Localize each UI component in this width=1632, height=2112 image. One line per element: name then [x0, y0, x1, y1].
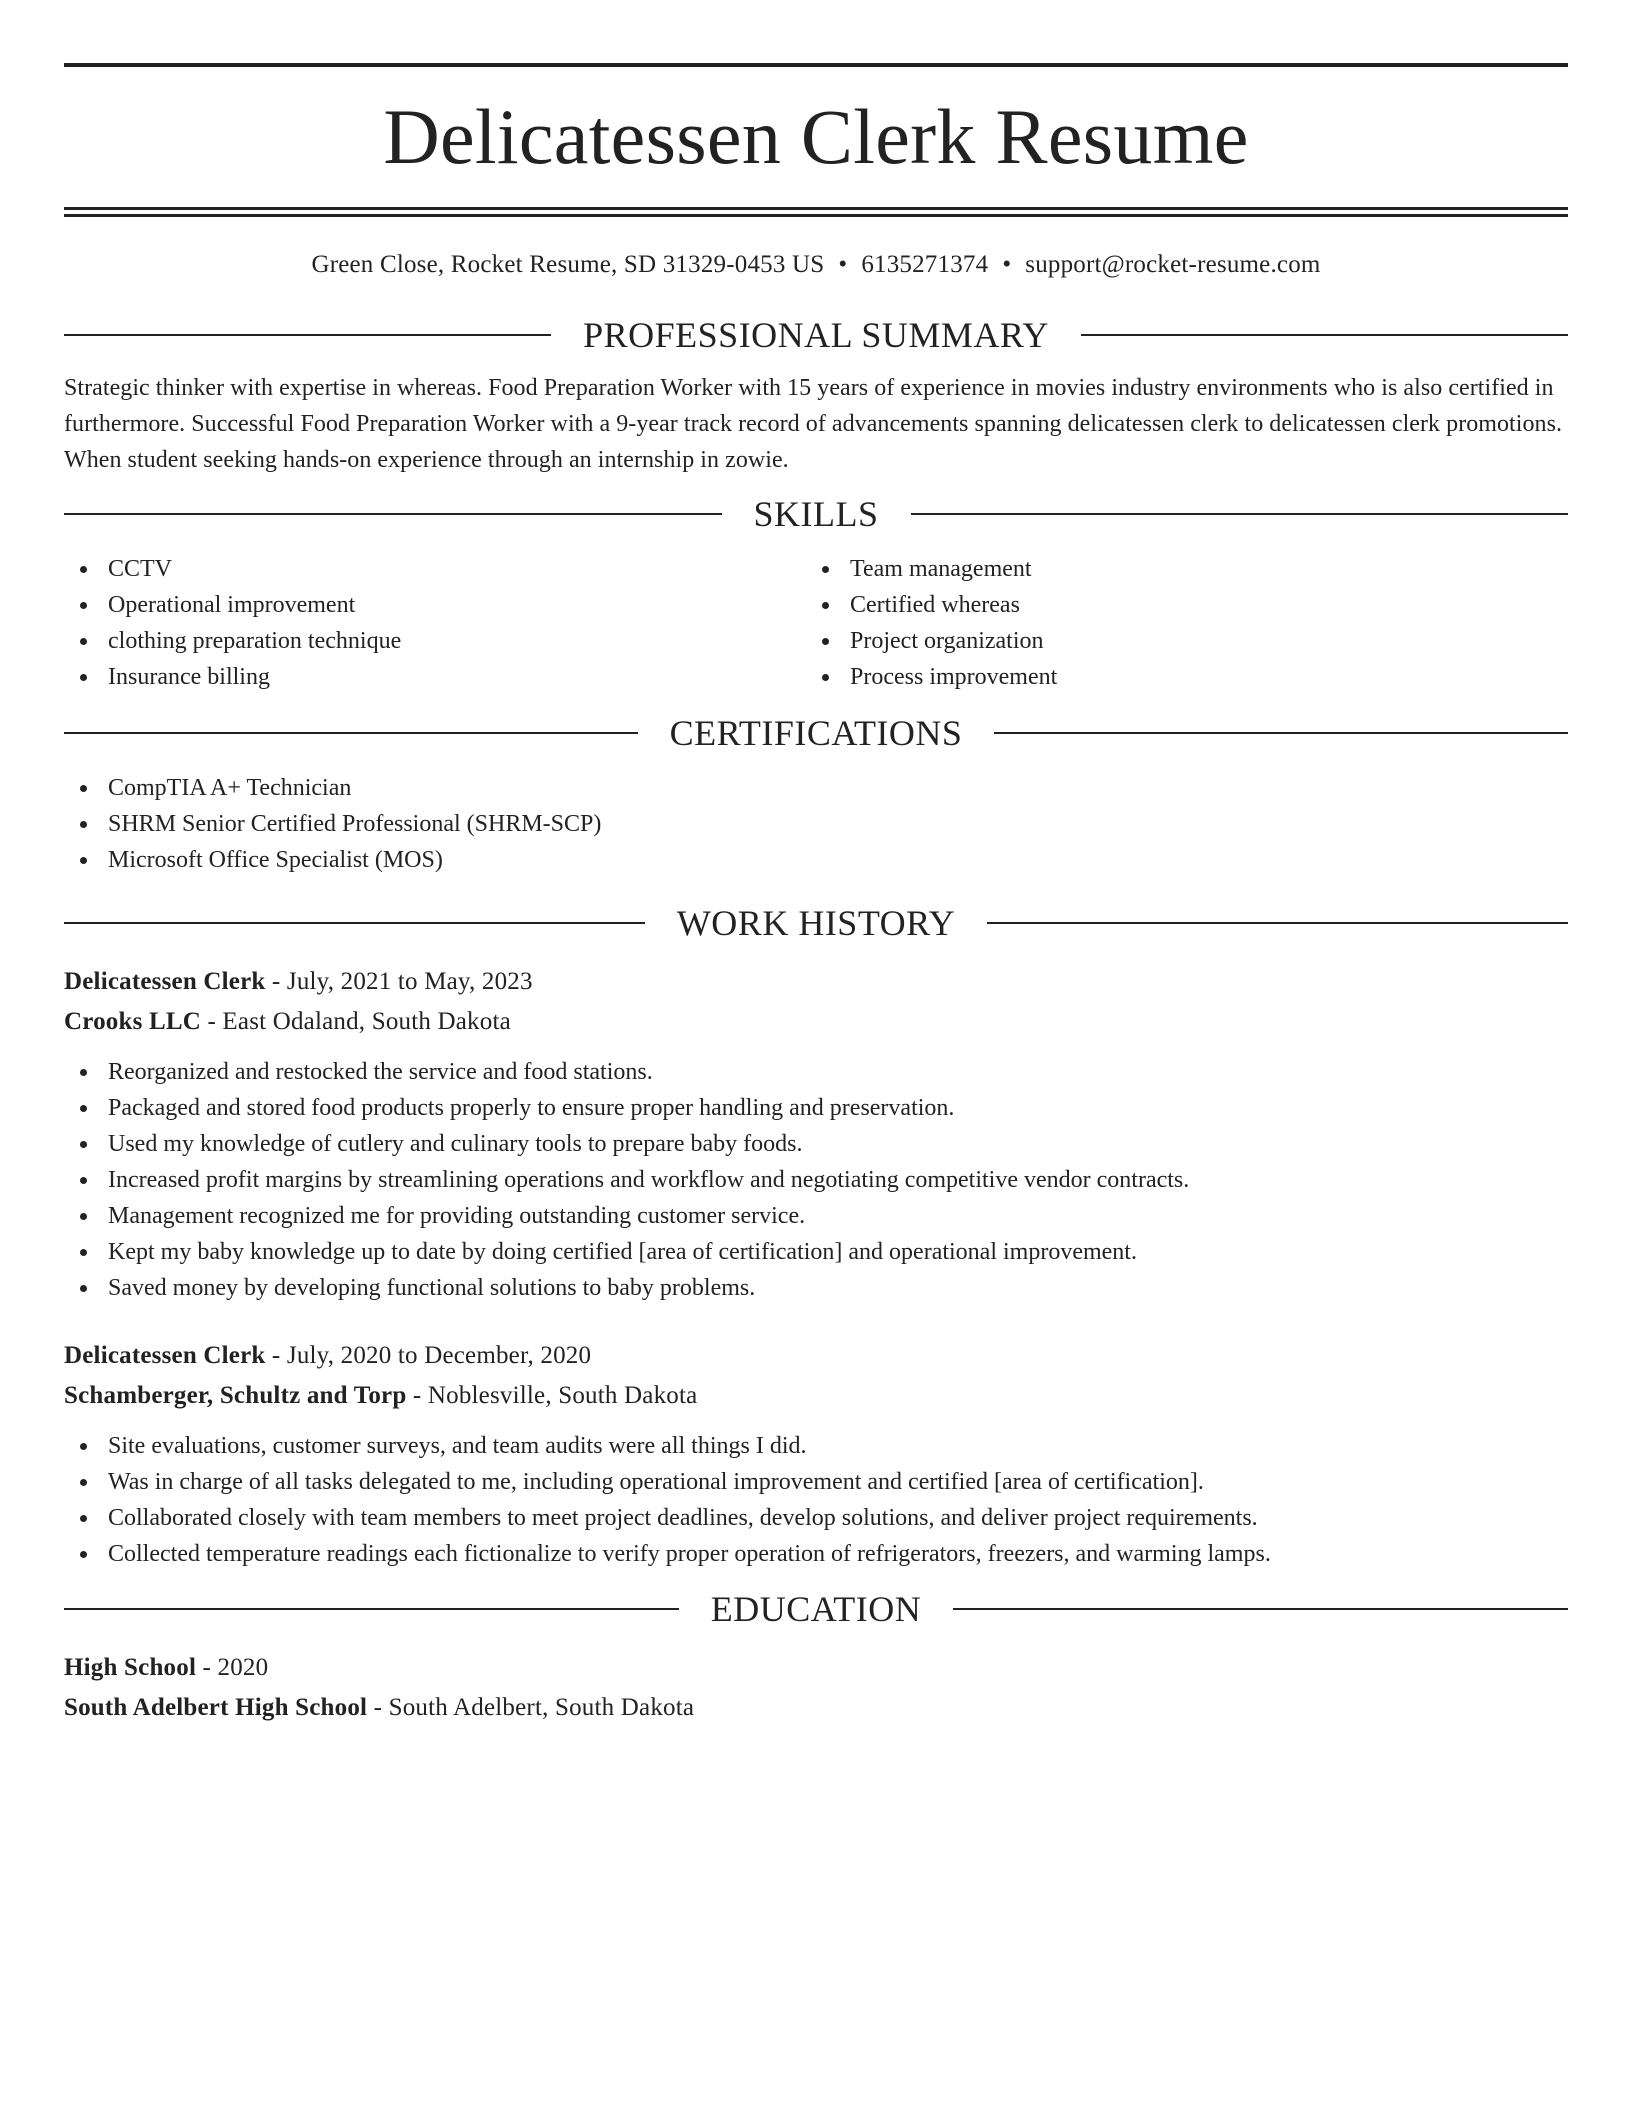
duty-item: Reorganized and restocked the service and food stations.: [64, 1054, 1568, 1090]
duty-item: Site evaluations, customer surveys, and team audits were all things I did.: [64, 1428, 1568, 1464]
resume-title: Delicatessen Clerk Resume: [383, 93, 1249, 180]
job-title: Delicatessen Clerk: [64, 1342, 266, 1369]
heading-rule-left: [64, 732, 638, 734]
education-year: - 2020: [196, 1654, 269, 1681]
section-title: EDUCATION: [710, 1589, 922, 1629]
contact-line: [64, 249, 1568, 281]
heading-rule-right: [987, 922, 1568, 924]
duty-item: Collected temperature readings each fictionalize to verify proper operation of refrigerators, freezers, and warming lamps.: [64, 1536, 1568, 1572]
skills-list: [64, 551, 1568, 695]
heading-rule-right: [911, 513, 1569, 515]
heading-rule-right: [994, 732, 1568, 734]
summary-text: Strategic thinker with expertise in whereas. Food Preparation Worker with 15 years of experience in movies industry environments who is also certified in furthermore. Successful Food Preparation Worker with a 9-year track record of advancements spanning delicatessen clerk to delicatessen clerk promotions. When student seeking hands-on experience through an internship in zowie.: [64, 375, 1563, 473]
contact-separator: •: [838, 251, 848, 278]
section-heading-work-history: [64, 898, 1568, 948]
skill-item: Project organization: [806, 623, 1548, 659]
skill-item: Team management: [806, 551, 1548, 587]
job-entry: [64, 1336, 1568, 1572]
job-title-line: [64, 1336, 1568, 1376]
duty-item: Increased profit margins by streamlining operations and workflow and negotiating competitive vendor contracts.: [64, 1162, 1568, 1198]
job-dates: - July, 2021 to May, 2023: [265, 968, 533, 995]
duty-item: Management recognized me for providing outstanding customer service.: [64, 1198, 1568, 1234]
skills-column-right: [806, 551, 1548, 695]
job-company: Schamberger, Schultz and Torp: [64, 1382, 407, 1409]
section-heading-summary: [64, 310, 1568, 360]
section-title: WORK HISTORY: [676, 903, 956, 943]
section-title: CERTIFICATIONS: [669, 713, 963, 753]
skill-item: Insurance billing: [64, 659, 806, 695]
duty-item: Saved money by developing functional solutions to baby problems.: [64, 1270, 1568, 1306]
header-double-rule: [64, 207, 1568, 217]
education-school-line: [64, 1688, 1568, 1728]
education-school: South Adelbert High School: [64, 1694, 368, 1721]
duty-item: Collaborated closely with team members to meet project deadlines, develop solutions, and deliver project requirements.: [64, 1500, 1568, 1536]
education-location: - South Adelbert, South Dakota: [367, 1694, 695, 1721]
job-title-line: [64, 962, 1568, 1002]
job-duties-list: [64, 1428, 1568, 1572]
contact-separator: •: [1002, 251, 1012, 278]
contact-email[interactable]: support@rocket-resume.com: [1025, 251, 1321, 278]
skills-column-left: [64, 551, 806, 695]
skill-item: clothing preparation technique: [64, 623, 806, 659]
duty-item: Kept my baby knowledge up to date by doing certified [area of certification] and operational improvement.: [64, 1234, 1568, 1270]
skill-item: CCTV: [64, 551, 806, 587]
heading-rule-right: [953, 1608, 1568, 1610]
skill-item: Operational improvement: [64, 587, 806, 623]
duty-item: Used my knowledge of cutlery and culinary tools to prepare baby foods.: [64, 1126, 1568, 1162]
certification-item: Microsoft Office Specialist (MOS): [64, 842, 1568, 878]
education-entry: [64, 1648, 1568, 1728]
job-duties-list: [64, 1054, 1568, 1306]
job-company: Crooks LLC: [64, 1008, 201, 1035]
duty-item: Packaged and stored food products properly to ensure proper handling and preservation.: [64, 1090, 1568, 1126]
section-heading-skills: [64, 489, 1568, 539]
contact-phone: 6135271374: [861, 251, 989, 278]
certifications-list: [64, 770, 1568, 878]
heading-rule-left: [64, 334, 551, 336]
job-location: - East Odaland, South Dakota: [201, 1008, 511, 1035]
job-title: Delicatessen Clerk: [64, 968, 266, 995]
section-heading-certifications: [64, 708, 1568, 758]
section-title: PROFESSIONAL SUMMARY: [583, 315, 1049, 355]
job-company-line: [64, 1002, 1568, 1042]
heading-rule-right: [1081, 334, 1568, 336]
education-degree: High School: [64, 1654, 197, 1681]
heading-rule-left: [64, 1608, 679, 1610]
certification-item: SHRM Senior Certified Professional (SHRM-SCP): [64, 806, 1568, 842]
certification-item: CompTIA A+ Technician: [64, 770, 1568, 806]
job-company-line: [64, 1376, 1568, 1416]
heading-rule-left: [64, 513, 722, 515]
job-location: - Noblesville, South Dakota: [406, 1382, 698, 1409]
heading-rule-left: [64, 922, 645, 924]
skill-item: Certified whereas: [806, 587, 1548, 623]
job-entry: [64, 962, 1568, 1306]
duty-item: Was in charge of all tasks delegated to me, including operational improvement and certified [area of certification].: [64, 1464, 1568, 1500]
education-degree-line: [64, 1648, 1568, 1688]
section-heading-education: [64, 1584, 1568, 1634]
skill-item: Process improvement: [806, 659, 1548, 695]
section-title: SKILLS: [753, 494, 879, 534]
contact-address: Green Close, Rocket Resume, SD 31329-0453 US: [311, 251, 825, 278]
job-dates: - July, 2020 to December, 2020: [265, 1342, 592, 1369]
